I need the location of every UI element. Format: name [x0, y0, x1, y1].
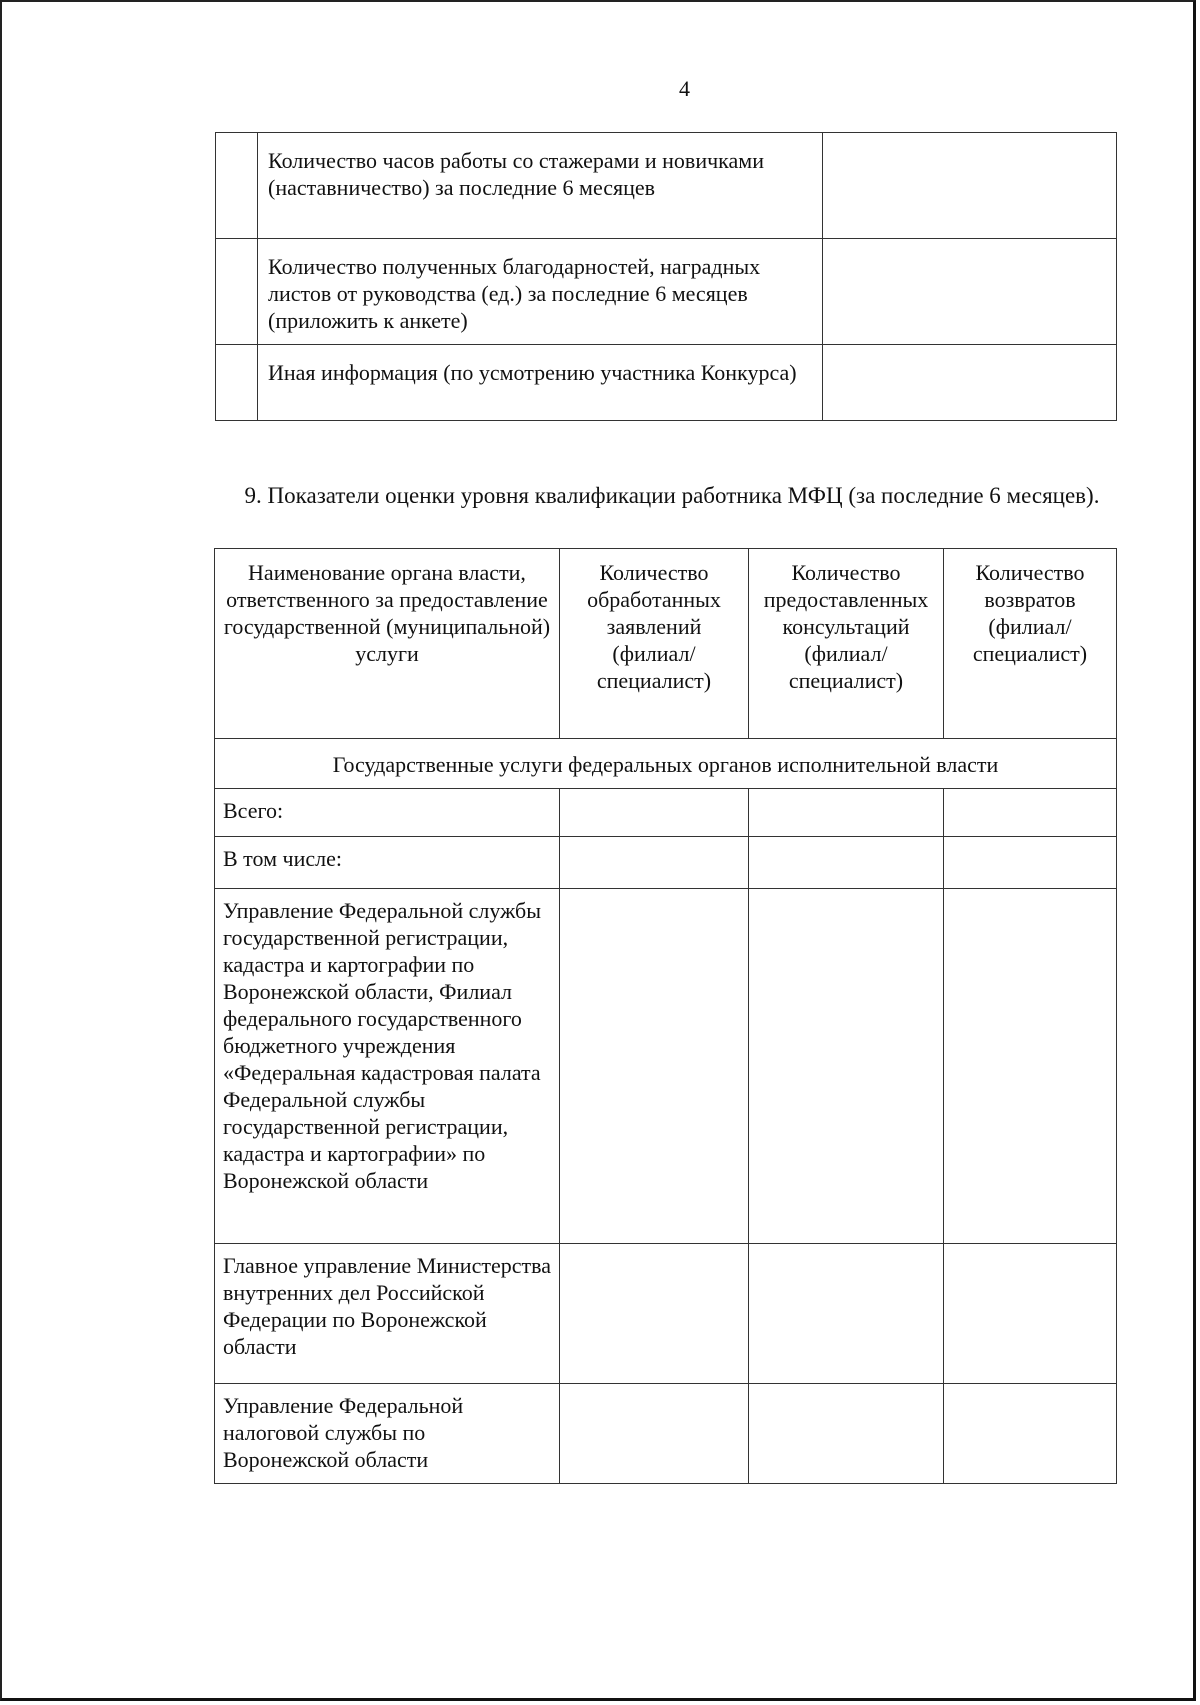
number-cell [216, 239, 258, 345]
applications-cell [560, 789, 749, 837]
group-title: Государственные услуги федеральных органов исполнительной власти [215, 739, 1117, 789]
table-row [216, 133, 1117, 239]
table-row [215, 1244, 1117, 1384]
returns-cell [944, 889, 1117, 1244]
group-row [215, 739, 1117, 789]
row-label: Главное управление Министерства внутренних дел Российской Федерации по Воронежской области [215, 1244, 560, 1384]
table-row [215, 1384, 1117, 1484]
description-cell: Количество полученных благодарностей, наградных листов от руководства (ед.) за последние 6 месяцев (приложить к анкете) [258, 239, 823, 345]
row-label: Всего: [215, 789, 560, 837]
description-cell: Количество часов работы со стажерами и новичками (наставничество) за последние 6 месяцев [258, 133, 823, 239]
row-label: В том числе: [215, 837, 560, 889]
returns-cell [944, 1384, 1117, 1484]
table-row [215, 837, 1117, 889]
page-number: 4 [679, 76, 690, 101]
table-row [216, 239, 1117, 345]
applications-cell [560, 1244, 749, 1384]
number-cell [216, 133, 258, 239]
table-row [215, 889, 1117, 1244]
top-table [215, 132, 1117, 421]
consultations-cell [749, 889, 944, 1244]
applications-cell [560, 837, 749, 889]
value-cell [823, 345, 1117, 421]
qualification-table [214, 548, 1117, 1484]
header-authority: Наименование органа власти, ответственного за предоставление государственной (муниципальной) услуги [215, 549, 560, 739]
row-label: Управление Федеральной службы государственной регистрации, кадастра и картографии по Воронежской области, Филиал федерального государственного бюджетного учреждения «Федеральная кадастровая палата Федеральной службы государственной регистрации, кадастра и картографии» по Воронежской области [215, 889, 560, 1244]
row-label: Управление Федеральной налоговой службы по Воронежской области [215, 1384, 560, 1484]
applications-cell [560, 1384, 749, 1484]
table-row [215, 789, 1117, 837]
applications-cell [560, 889, 749, 1244]
returns-cell [944, 837, 1117, 889]
header-applications: Количество обработанных заявлений (филиал/специалист) [560, 549, 749, 739]
header-returns: Количество возвратов (филиал/специалист) [944, 549, 1117, 739]
header-consultations: Количество предоставленных консультаций (филиал/специалист) [749, 549, 944, 739]
consultations-cell [749, 837, 944, 889]
returns-cell [944, 1244, 1117, 1384]
number-cell [216, 345, 258, 421]
consultations-cell [749, 1244, 944, 1384]
returns-cell [944, 789, 1117, 837]
table-header-row [215, 549, 1117, 739]
section-title: 9. Показатели оценки уровня квалификации работника МФЦ (за последние 6 месяцев). [244, 483, 1100, 508]
value-cell [823, 239, 1117, 345]
value-cell [823, 133, 1117, 239]
consultations-cell [749, 1384, 944, 1484]
consultations-cell [749, 789, 944, 837]
table-row [216, 345, 1117, 421]
description-cell: Иная информация (по усмотрению участника Конкурса) [258, 345, 823, 421]
